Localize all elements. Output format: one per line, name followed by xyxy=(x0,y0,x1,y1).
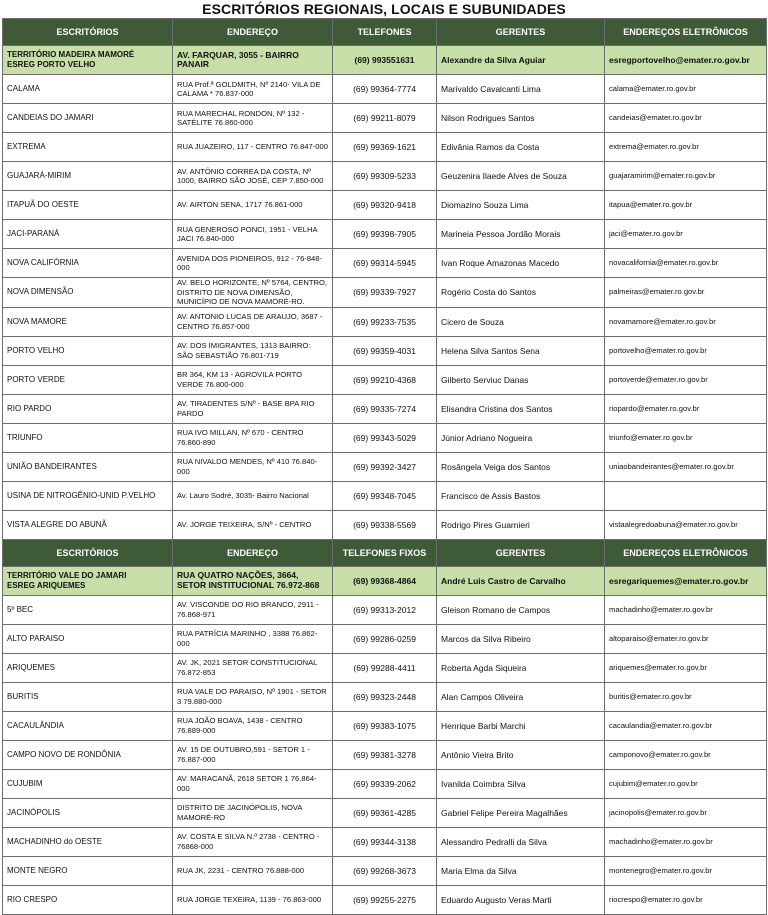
offices-table xyxy=(2,18,767,915)
phone-cell: (69) 99286-0259 xyxy=(333,624,437,653)
table-row xyxy=(3,798,767,827)
phone-cell: (69) 99320-9418 xyxy=(333,191,437,220)
phone-cell: (69) 99211-8079 xyxy=(333,104,437,133)
address-cell: Av. Lauro Sodré, 3035- Bairro Nacional xyxy=(173,481,333,510)
email-cell: cujubim@emater.ro.gov.br xyxy=(605,769,767,798)
table-row xyxy=(3,595,767,624)
manager-cell: Elisandra Cristina dos Santos xyxy=(437,394,605,423)
address-cell: AV. ANTÔNIO CORREA DA COSTA, Nº 1000, BAIRRO SÃO JOSÉ, CEP 7.850-000 xyxy=(173,162,333,191)
office-cell: RIO PARDO xyxy=(3,394,173,423)
email-cell: esregariquemes@emater.ro.gov.br xyxy=(605,566,767,595)
manager-cell: Eduardo Augusto Veras Marti xyxy=(437,885,605,914)
address-cell: RUA PATRÍCIA MARINHO , 3388 76.862-000 xyxy=(173,624,333,653)
table-row xyxy=(3,104,767,133)
table-row xyxy=(3,133,767,162)
address-cell: AV. VISCONDE DO RIO BRANCO, 2911 - 76.868-971 xyxy=(173,595,333,624)
manager-cell: Edivânia Ramos da Costa xyxy=(437,133,605,162)
regional-office-name: ESREG ARIQUEMES xyxy=(7,580,86,590)
address-cell: AV. ANTONIO LUCAS DE ARAUJO, 3687 - CENTRO 76.857-000 xyxy=(173,307,333,336)
phone-cell: (69) 99369-1621 xyxy=(333,133,437,162)
phone-cell: (69) 99381-3278 xyxy=(333,740,437,769)
email-cell: riocrespo@emater.ro.gov.br xyxy=(605,885,767,914)
table-row xyxy=(3,75,767,104)
manager-cell: Roberta Agda Siqueira xyxy=(437,653,605,682)
office-cell: NOVA CALIFÓRNIA xyxy=(3,249,173,278)
email-cell: buritis@emater.ro.gov.br xyxy=(605,682,767,711)
table-row xyxy=(3,653,767,682)
table-row xyxy=(3,856,767,885)
table-row xyxy=(3,220,767,249)
office-cell: TRIUNFO xyxy=(3,423,173,452)
manager-cell: Marcos da Silva Ribeiro xyxy=(437,624,605,653)
column-header: TELEFONES FIXOS xyxy=(333,539,437,566)
column-header: GERENTES xyxy=(437,539,605,566)
email-cell: jacinopolis@emater.ro.gov.br xyxy=(605,798,767,827)
column-header: ESCRITÓRIOS xyxy=(3,19,173,46)
address-cell: AV. BELO HORIZONTE, Nº 5764, CENTRO, DISTRITO DE NOVA DIMENSÃO, MUNICÍPIO DE NOVA MAMORÉ-RO. xyxy=(173,278,333,308)
email-cell: novamamore@emater.ro.gov.br xyxy=(605,307,767,336)
office-cell: CAMPO NOVO DE RONDÔNIA xyxy=(3,740,173,769)
manager-cell: Gleison Romano de Campos xyxy=(437,595,605,624)
email-cell: riopardo@emater.ro.gov.br xyxy=(605,394,767,423)
office-cell: MACHADINHO do OESTE xyxy=(3,827,173,856)
table-row xyxy=(3,365,767,394)
manager-cell: Alessandro Pedralli da Silva xyxy=(437,827,605,856)
manager-cell: Cicero de Souza xyxy=(437,307,605,336)
email-cell: itapua@emater.ro.gov.br xyxy=(605,191,767,220)
office-cell: USINA DE NITROGÊNIO-UNID P.VELHO xyxy=(3,481,173,510)
manager-cell: Maria Elma da Silva xyxy=(437,856,605,885)
table-row xyxy=(3,510,767,539)
manager-cell: Júnior Adriano Nogueira xyxy=(437,423,605,452)
manager-cell: Alexandre da Silva Aguiar xyxy=(437,46,605,75)
address-cell: AV. TIRADENTES S/Nº - BASE BPA RIO PARDO xyxy=(173,394,333,423)
address-cell: DISTRITO DE JACINÓPOLIS, NOVA MAMORÉ-RO xyxy=(173,798,333,827)
table-row xyxy=(3,769,767,798)
manager-cell: Rosângela Veiga dos Santos xyxy=(437,452,605,481)
email-cell: candeias@emater.ro.gov.br xyxy=(605,104,767,133)
phone-cell: (69) 99314-5945 xyxy=(333,249,437,278)
phone-cell: (69) 99359-4031 xyxy=(333,336,437,365)
table-row xyxy=(3,336,767,365)
email-cell: portovelho@emater.ro.gov.br xyxy=(605,336,767,365)
address-cell: AV. JORGE TEIXEIRA, S/Nº - CENTRO xyxy=(173,510,333,539)
email-cell: vistaalegredoabuna@emater.ro.gov.br xyxy=(605,510,767,539)
phone-cell: (69) 99323-2448 xyxy=(333,682,437,711)
office-cell: MONTE NEGRO xyxy=(3,856,173,885)
regional-office-name: ESREG PORTO VELHO xyxy=(7,60,96,69)
office-cell: ALTO PARAISO xyxy=(3,624,173,653)
email-cell: jaci@emater.ro.gov.br xyxy=(605,220,767,249)
table-row xyxy=(3,827,767,856)
page-title: ESCRITÓRIOS REGIONAIS, LOCAIS E SUBUNIDADES xyxy=(202,1,566,17)
address-cell: RUA MARECHAL RONDON, Nº 132 - SATÉLITE 76.860-000 xyxy=(173,104,333,133)
email-cell: cacaulandia@emater.ro.gov.br xyxy=(605,711,767,740)
manager-cell: Marivaldo Cavalcanti Lima xyxy=(437,75,605,104)
office-cell: JACI-PARANÁ xyxy=(3,220,173,249)
office-cell: ITAPUÃ DO OESTE xyxy=(3,191,173,220)
table-row xyxy=(3,452,767,481)
table-row xyxy=(3,278,767,308)
email-cell: triunfo@emater.ro.gov.br xyxy=(605,423,767,452)
office-cell: RIO CRESPO xyxy=(3,885,173,914)
office-cell: ARIQUEMES xyxy=(3,653,173,682)
address-cell: RUA JUAZEIRO, 117 - CENTRO 76.847-000 xyxy=(173,133,333,162)
manager-cell: Helena Silva Santos Sena xyxy=(437,336,605,365)
table-header-row xyxy=(3,19,767,46)
office-cell: BURITIS xyxy=(3,682,173,711)
email-cell: altoparaiso@emater.ro.gov.br xyxy=(605,624,767,653)
column-header: ENDEREÇO xyxy=(173,539,333,566)
regional-office-cell xyxy=(3,566,173,595)
column-header: TELEFONES xyxy=(333,19,437,46)
phone-cell: (69) 99288-4411 xyxy=(333,653,437,682)
email-cell: calama@emater.ro.gov.br xyxy=(605,75,767,104)
phone-cell: (69) 99368-4864 xyxy=(333,566,437,595)
address-cell: RUA Prof.ª GOLDMITH, Nº 2140- VILA DE CALAMA * 76.837-000 xyxy=(173,75,333,104)
office-cell: CALAMA xyxy=(3,75,173,104)
manager-cell: Ivan Roque Amazonas Macedo xyxy=(437,249,605,278)
phone-cell: (69) 99233-7535 xyxy=(333,307,437,336)
regional-office-cell xyxy=(3,46,173,75)
office-cell: JACINÓPOLIS xyxy=(3,798,173,827)
address-cell: RUA IVO MILLAN, Nº 670 - CENTRO 76.860-890 xyxy=(173,423,333,452)
phone-cell: (69) 99344-3138 xyxy=(333,827,437,856)
address-cell: RUA JORGE TEXEIRA, 1139 - 76.863-000 xyxy=(173,885,333,914)
table-row xyxy=(3,162,767,191)
email-cell: guajaramirim@emater.ro.gov.br xyxy=(605,162,767,191)
phone-cell: (69) 99210-4368 xyxy=(333,365,437,394)
manager-cell: Rodrigo Pires Guarnieri xyxy=(437,510,605,539)
table-row xyxy=(3,885,767,914)
territory-name: TERRITÓRIO MADEIRA MAMORÉ xyxy=(7,50,135,59)
phone-cell: (69) 99364-7774 xyxy=(333,75,437,104)
email-cell: uniaobandeirantes@emater.ro.gov.br xyxy=(605,452,767,481)
manager-cell: Rogério Costa do Santos xyxy=(437,278,605,308)
email-cell: machadinho@emater.ro.gov.br xyxy=(605,595,767,624)
phone-cell: (69) 99268-3673 xyxy=(333,856,437,885)
email-cell: ariquemes@emater.ro.gov.br xyxy=(605,653,767,682)
phone-cell: (69) 99339-7927 xyxy=(333,278,437,308)
phone-cell: (69) 99392-3427 xyxy=(333,452,437,481)
address-cell: AV. MARACANÃ, 2618 SETOR 1 76.864-000 xyxy=(173,769,333,798)
address-cell: RUA VALE DO PARAISO, Nº 1901 - SETOR 3 79.880-000 xyxy=(173,682,333,711)
regional-office-row xyxy=(3,566,767,595)
table-row xyxy=(3,624,767,653)
table-row xyxy=(3,711,767,740)
table-row xyxy=(3,423,767,452)
manager-cell: Alan Campos Oliveira xyxy=(437,682,605,711)
manager-cell: Henrique Barbi Marchi xyxy=(437,711,605,740)
office-cell: CANDEIAS DO JAMARI xyxy=(3,104,173,133)
manager-cell: Diomazino Souza Lima xyxy=(437,191,605,220)
office-cell: UNIÃO BANDEIRANTES xyxy=(3,452,173,481)
address-cell: BR 364, KM 13 - AGROVILA PORTO VERDE 76.800-000 xyxy=(173,365,333,394)
email-cell: camponovo@emater.ro.gov.br xyxy=(605,740,767,769)
manager-cell: André Luis Castro de Carvalho xyxy=(437,566,605,595)
email-cell: montenegro@emater.ro.gov.br xyxy=(605,856,767,885)
address-cell: AVENIDA DOS PIONEIROS, 912 - 76-848-000 xyxy=(173,249,333,278)
phone-cell: (69) 99313-2012 xyxy=(333,595,437,624)
office-cell: VISTA ALEGRE DO ABUNÃ xyxy=(3,510,173,539)
address-cell: AV. FARQUAR, 3055 - BAIRRO PANAIR xyxy=(173,46,333,75)
phone-cell: (69) 993551631 xyxy=(333,46,437,75)
table-row xyxy=(3,249,767,278)
table-row xyxy=(3,481,767,510)
table-row xyxy=(3,682,767,711)
address-cell: RUA QUATRO NAÇÕES, 3664, SETOR INSTITUCIONAL 76.972-868 xyxy=(173,566,333,595)
column-header: ENDEREÇOS ELETRÔNICOS xyxy=(605,539,767,566)
manager-cell: Ivanilda Coimbra Silva xyxy=(437,769,605,798)
email-cell: portoverde@emater.ro.gov.br xyxy=(605,365,767,394)
manager-cell: Antônio Vieira Brito xyxy=(437,740,605,769)
phone-cell: (69) 99335-7274 xyxy=(333,394,437,423)
office-cell: EXTREMA xyxy=(3,133,173,162)
phone-cell: (69) 99398-7905 xyxy=(333,220,437,249)
office-cell: CUJUBIM xyxy=(3,769,173,798)
email-cell: machadinho@emater.ro.gov.br xyxy=(605,827,767,856)
phone-cell: (69) 99343-5029 xyxy=(333,423,437,452)
email-cell: novacalifornia@emater.ro.gov.br xyxy=(605,249,767,278)
territory-name: TERRITÓRIO VALE DO JAMARI xyxy=(7,570,127,580)
address-cell: AV. AIRTON SENA, 1717 76.861-000 xyxy=(173,191,333,220)
email-cell: extrema@emater.ro.gov.br xyxy=(605,133,767,162)
email-cell xyxy=(605,481,767,510)
office-cell: NOVA DIMENSÃO xyxy=(3,278,173,308)
manager-cell: Gabriel Felipe Pereira Magalhães xyxy=(437,798,605,827)
address-cell: AV. COSTA E SILVA N.º 2738 - CENTRO - 76868-000 xyxy=(173,827,333,856)
table-header-row xyxy=(3,539,767,566)
column-header: ESCRITÓRIOS xyxy=(3,539,173,566)
manager-cell: Francisco de Assis Bastos xyxy=(437,481,605,510)
address-cell: AV. JK, 2021 SETOR CONSTITUCIONAL 76.872-853 xyxy=(173,653,333,682)
column-header: GERENTES xyxy=(437,19,605,46)
manager-cell: Nilson Rodrigues Santos xyxy=(437,104,605,133)
phone-cell: (69) 99255-2275 xyxy=(333,885,437,914)
manager-cell: Gilberto Serviuc Danas xyxy=(437,365,605,394)
table-row xyxy=(3,191,767,220)
address-cell: AV. DOS IMIGRANTES, 1313 BAIRRO: SÃO SEBASTIÃO 76.801-719 xyxy=(173,336,333,365)
regional-office-row xyxy=(3,46,767,75)
address-cell: RUA GENEROSO PONCI, 1951 - VELHA JACI 76.840-000 xyxy=(173,220,333,249)
office-cell: CACAULÂNDIA xyxy=(3,711,173,740)
address-cell: RUA JOÃO BOAVA, 1438 - CENTRO 76.889-000 xyxy=(173,711,333,740)
table-row xyxy=(3,394,767,423)
email-cell: palmeiras@emater.ro.gov.br xyxy=(605,278,767,308)
office-cell: NOVA MAMORE xyxy=(3,307,173,336)
phone-cell: (69) 99339-2062 xyxy=(333,769,437,798)
column-header: ENDEREÇO xyxy=(173,19,333,46)
address-cell: RUA JK, 2231 - CENTRO 76.888-000 xyxy=(173,856,333,885)
office-cell: GUAJARÁ-MIRIM xyxy=(3,162,173,191)
address-cell: AV. 15 DE OUTUBRO,591 - SETOR 1 - 76.887-000 xyxy=(173,740,333,769)
address-cell: RUA NIVALDO MENDES, Nº 410 76.840-000 xyxy=(173,452,333,481)
table-row xyxy=(3,307,767,336)
manager-cell: Geuzenira Ilaede Alves de Souza xyxy=(437,162,605,191)
phone-cell: (69) 99383-1075 xyxy=(333,711,437,740)
phone-cell: (69) 99348-7045 xyxy=(333,481,437,510)
phone-cell: (69) 99338-5569 xyxy=(333,510,437,539)
office-cell: PORTO VERDE xyxy=(3,365,173,394)
table-row xyxy=(3,740,767,769)
column-header: ENDEREÇOS ELETRÔNICOS xyxy=(605,19,767,46)
email-cell: esregportovelho@emater.ro.gov.br xyxy=(605,46,767,75)
manager-cell: Marineia Pessoa Jordão Morais xyxy=(437,220,605,249)
phone-cell: (69) 99309-5233 xyxy=(333,162,437,191)
office-cell: 5º BEC xyxy=(3,595,173,624)
office-cell: PORTO VELHO xyxy=(3,336,173,365)
phone-cell: (69) 99361-4285 xyxy=(333,798,437,827)
